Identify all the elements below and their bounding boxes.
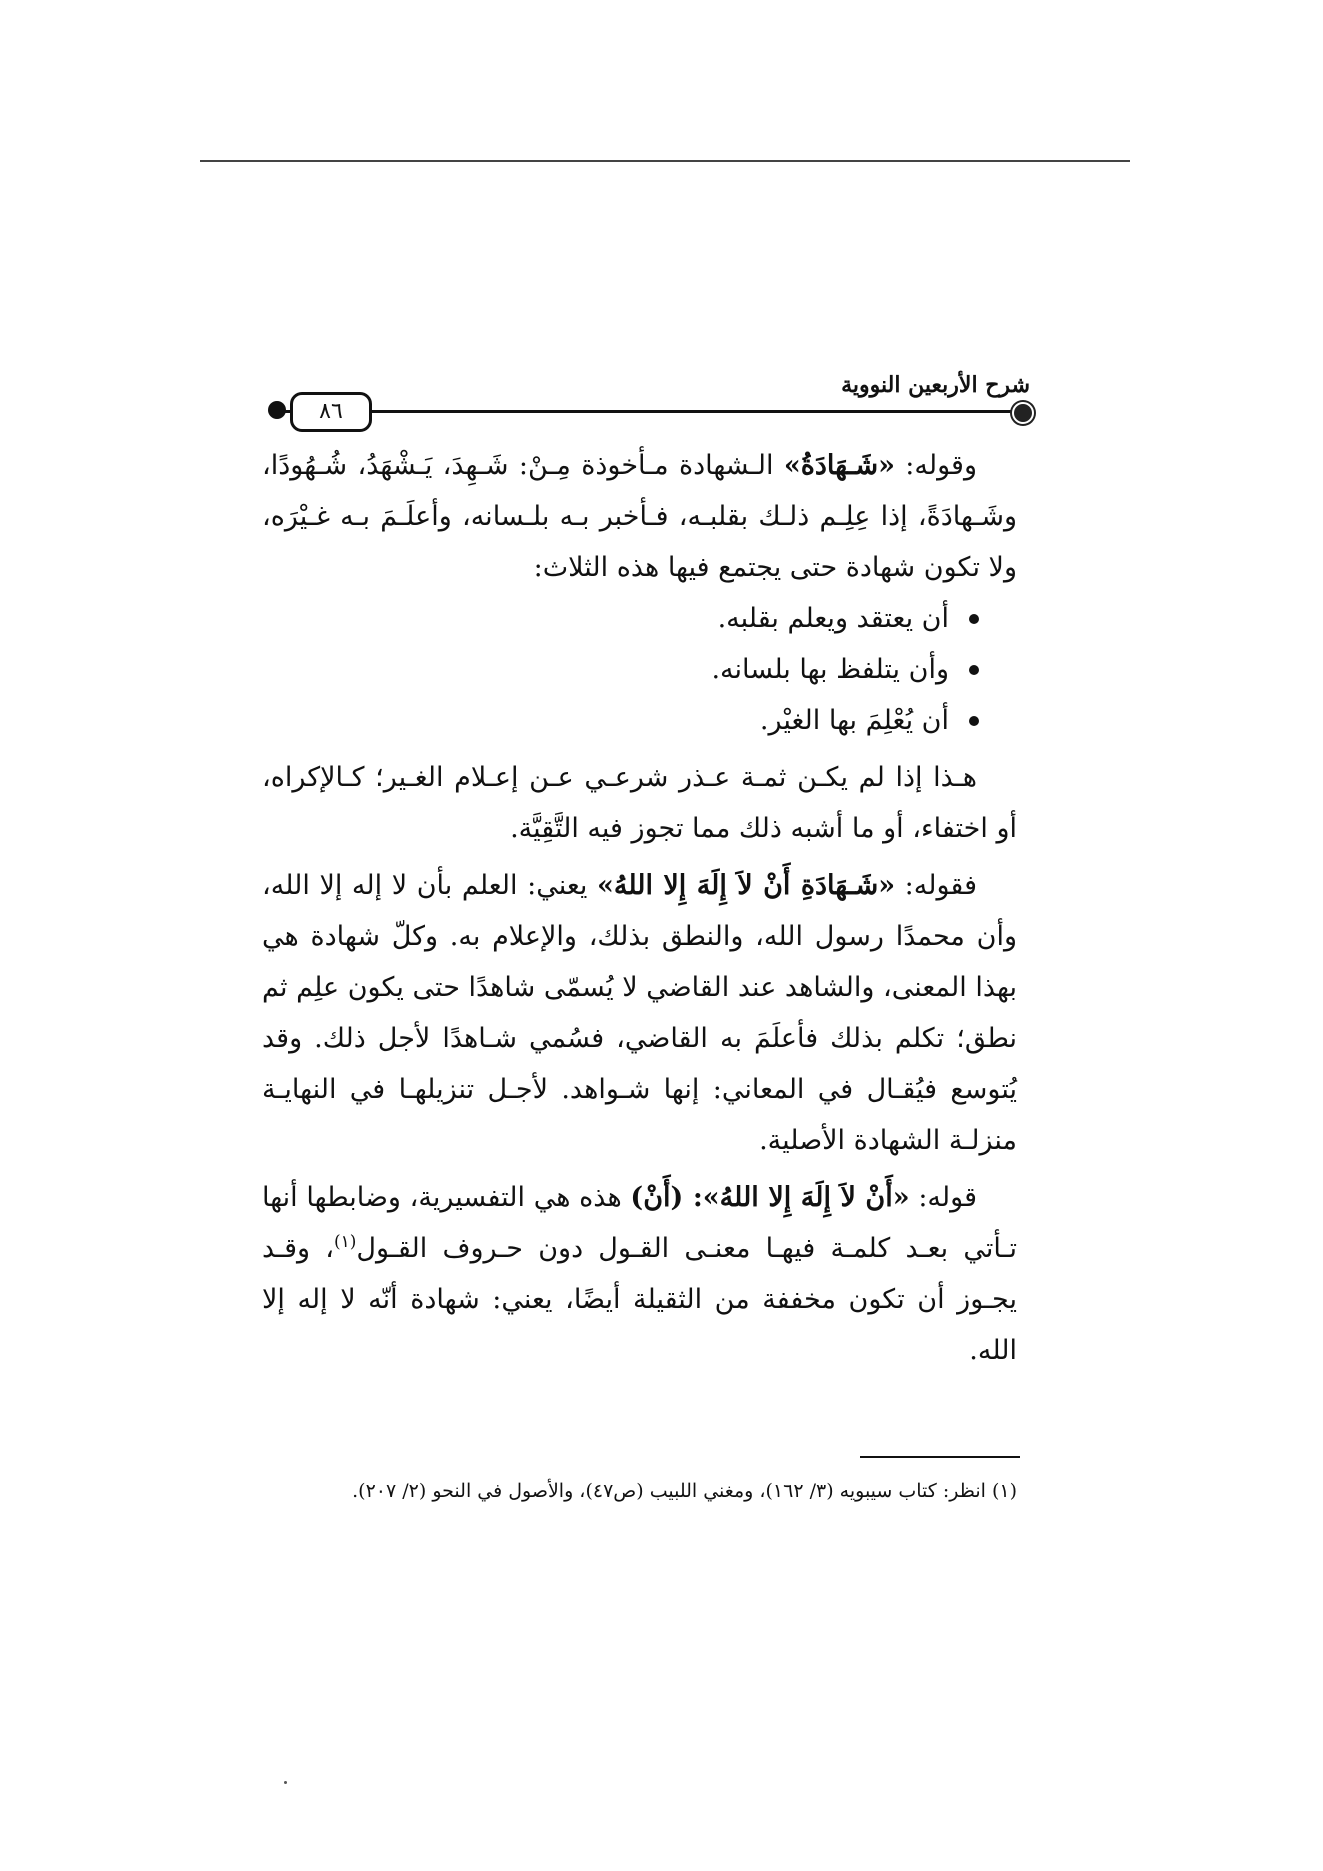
paragraph-lead: قوله: <box>909 1182 977 1213</box>
footnote-rule <box>860 1456 1020 1458</box>
quoted-term: «شَـهَادَةِ أَنْ لاَ إِلَهَ إِلا اللهُ» <box>596 870 896 901</box>
paragraph-an <box>262 1172 1017 1376</box>
page-number: ٨٦ <box>290 392 372 432</box>
main-text <box>262 440 1017 1376</box>
paragraph-shahada <box>262 440 1017 593</box>
paragraph-lead: وقوله: <box>894 450 977 481</box>
list-item-text: أن يعتقد ويعلم بقلبه. <box>717 603 949 634</box>
ornament-icon <box>1012 402 1034 424</box>
list-item-text: وأن يتلفظ بها بلسانه. <box>711 654 949 685</box>
bullet-icon <box>969 716 979 726</box>
list-item-text: أن يُعْلِمَ بها الغيْر. <box>759 705 949 736</box>
paragraph-meaning <box>262 860 1017 1166</box>
paragraph-text: ، وقـد يجـوز أن تكون مخففة من الثقيلة أيضًا، يعني: شهادة أنّه لا إله إلا الله. <box>262 1233 1017 1366</box>
paragraph-text: هذه هي التفسيرية، وضابطها أنها تـأتي بعـد كلمـة فيهـا معنـى القـول دون حـروف القـول <box>262 1182 1017 1264</box>
quoted-term: «شَـهَادَةُ» <box>783 450 895 481</box>
footnote-reference[interactable]: (١) <box>333 1232 357 1252</box>
quoted-term: «أَنْ لاَ إِلَهَ إِلا اللهُ»: (أَنْ) <box>630 1182 910 1213</box>
book-title: شرح الأربعين النووية <box>841 372 1030 398</box>
list-item <box>262 593 979 644</box>
bullet-icon <box>969 614 979 624</box>
bullet-ornament-icon <box>268 401 286 419</box>
top-rule <box>200 160 1130 162</box>
paragraph-text: يعني: العلم بأن لا إله إلا الله، وأن محمدًا رسول الله، والنطق بذلك، والإعلام به. وكلّ شهادة هي بهذا المعنى، والشاهد عند القاضي لا يُسمّى شاهدًا حتى يكون علِم ثم نطق؛ تكلم بذلك فأعلَمَ به القاضي، فسُمي شـاهدًا لأجل ذلك. وقد يُتوسع فيُقـال في المعاني: إنها شـواهد. لأجـل تنزيلهـا في النهايـة منزلـة الشهادة الأصلية. <box>262 870 1017 1156</box>
paragraph-lead: فقوله: <box>895 870 977 901</box>
paragraph-exception: هـذا إذا لم يكـن ثمـة عـذر شرعـي عـن إعـلام الغـير؛ كـالإكراه، أو اختفاء، أو ما أشبه ذلك مما تجوز فيه التَّقِيَّة. <box>262 762 1017 844</box>
list-item <box>262 644 979 695</box>
speck <box>284 1781 287 1784</box>
conditions-list <box>262 593 1017 746</box>
footnote: (١) انظر: كتاب سيبويه (٣/ ١٦٢)، ومغني اللبيب (ص٤٧)، والأصول في النحو (٢/ ٢٠٧). <box>352 1480 1017 1502</box>
paragraph-text: الـشهادة مـأخوذة مِـنْ: شَـهِدَ، يَـشْهَدُ، شُـهُودًا، وشَـهادَةً، إذا عِلِـم ذلـك بقلبـه، فـأخبر بـه بلـسانه، وأعلَـمَ بـه غـيْرَه، ولا تكون شهادة حتى يجتمع فيها هذه الثلاث: <box>262 450 1017 583</box>
list-item <box>262 695 979 746</box>
running-header <box>268 368 1030 428</box>
bullet-icon <box>969 665 979 675</box>
header-rule <box>282 410 1030 413</box>
